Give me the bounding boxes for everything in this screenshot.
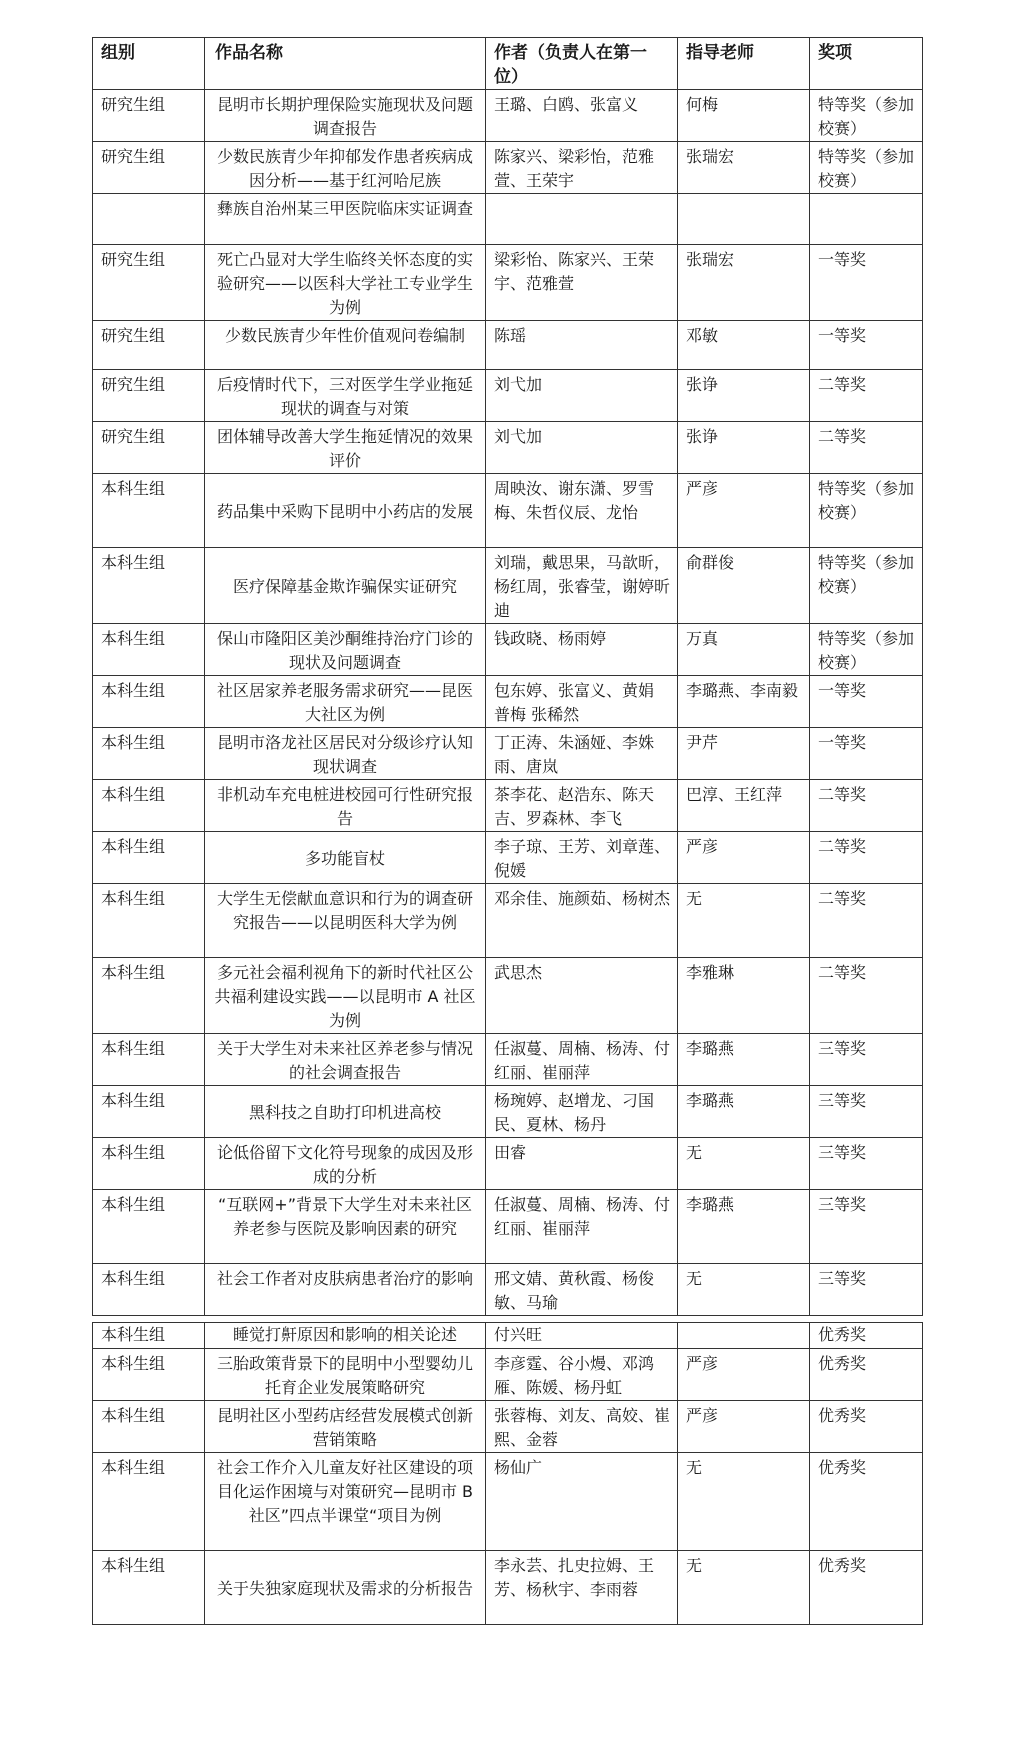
cell-award: 特等奖（参加校赛）: [810, 90, 923, 142]
cell-title: 少数民族青少年性价值观问卷编制: [205, 321, 486, 370]
cell-advisor: 张诤: [678, 422, 810, 474]
cell-title: 保山市隆阳区美沙酮维持治疗门诊的现状及问题调查: [205, 624, 486, 676]
cell-group: 本科生组: [93, 1264, 205, 1316]
cell-group: 本科生组: [93, 676, 205, 728]
table-row: [93, 884, 923, 958]
cell-award: 二等奖: [810, 884, 923, 958]
cell-advisor: 无: [678, 1551, 810, 1625]
cell-group: 本科生组: [93, 832, 205, 884]
cell-authors: 茶李花、赵浩东、陈天吉、罗森林、李飞: [486, 780, 678, 832]
cell-advisor: 尹芹: [678, 728, 810, 780]
cell-title: 社区居家养老服务需求研究——昆医大社区为例: [205, 676, 486, 728]
cell-award: 优秀奖: [810, 1551, 923, 1625]
cell-group: 本科生组: [93, 624, 205, 676]
cell-title: 少数民族青少年抑郁发作患者疾病成因分析——基于红河哈尼族: [205, 142, 486, 194]
cell-award: 三等奖: [810, 1034, 923, 1086]
header-title: 作品名称: [205, 38, 486, 90]
cell-advisor: 无: [678, 884, 810, 958]
cell-advisor: 李璐燕: [678, 1190, 810, 1264]
cell-authors: 周映汝、谢东潇、罗雪梅、朱哲仪辰、龙怡: [486, 474, 678, 548]
cell-authors: 陈瑶: [486, 321, 678, 370]
cell-title: 医疗保障基金欺诈骗保实证研究: [205, 548, 486, 624]
cell-award: 特等奖（参加校赛）: [810, 548, 923, 624]
cell-award: 二等奖: [810, 832, 923, 884]
cell-group: 本科生组: [93, 958, 205, 1034]
cell-award: 三等奖: [810, 1086, 923, 1138]
cell-group: [93, 194, 205, 245]
cell-authors: 陈家兴、梁彩怡，范雅萱、王荣宇: [486, 142, 678, 194]
table-row: [93, 548, 923, 624]
cell-award: 优秀奖: [810, 1401, 923, 1453]
cell-title: 社会工作者对皮肤病患者治疗的影响: [205, 1264, 486, 1316]
cell-authors: 武思杰: [486, 958, 678, 1034]
cell-authors: 李彦霆、谷小熳、邓鸿雁、陈媛、杨丹虹: [486, 1349, 678, 1401]
cell-award: 一等奖: [810, 321, 923, 370]
cell-group: 本科生组: [93, 1086, 205, 1138]
cell-award: 一等奖: [810, 245, 923, 321]
cell-award: 优秀奖: [810, 1323, 923, 1349]
award-list-sheet: [92, 37, 922, 1625]
cell-group: 本科生组: [93, 1190, 205, 1264]
cell-authors: 张蓉梅、刘友、高姣、崔熙、金蓉: [486, 1401, 678, 1453]
table-row: [93, 370, 923, 422]
cell-award: 三等奖: [810, 1264, 923, 1316]
cell-group: 研究生组: [93, 422, 205, 474]
cell-advisor: 邓敏: [678, 321, 810, 370]
cell-advisor: 严彦: [678, 1401, 810, 1453]
cell-award: 二等奖: [810, 958, 923, 1034]
table-row: [93, 245, 923, 321]
table-row: [93, 1264, 923, 1316]
cell-title: 死亡凸显对大学生临终关怀态度的实验研究——以医科大学社工专业学生为例: [205, 245, 486, 321]
cell-group: 本科生组: [93, 1323, 205, 1349]
cell-group: 研究生组: [93, 142, 205, 194]
table-row: [93, 832, 923, 884]
cell-title: 多功能盲杖: [205, 832, 486, 884]
cell-advisor: 李璐燕: [678, 1034, 810, 1086]
table-row: [93, 142, 923, 194]
table-row: [93, 780, 923, 832]
cell-title: 大学生无偿献血意识和行为的调查研究报告——以昆明医科大学为例: [205, 884, 486, 958]
table-row: [93, 1349, 923, 1401]
table-row-continuation: [93, 194, 923, 245]
cell-authors: [486, 194, 678, 245]
cell-title: “互联网+”背景下大学生对未来社区养老参与医院及影响因素的研究: [205, 1190, 486, 1264]
cell-title: 团体辅导改善大学生拖延情况的效果评价: [205, 422, 486, 474]
cell-title: 后疫情时代下，三对医学生学业拖延现状的调查与对策: [205, 370, 486, 422]
cell-authors: 杨琬婷、赵增龙、刁国民、夏林、杨丹: [486, 1086, 678, 1138]
table-row: [93, 1453, 923, 1551]
cell-group: 本科生组: [93, 474, 205, 548]
cell-award: 优秀奖: [810, 1453, 923, 1551]
cell-group: 研究生组: [93, 90, 205, 142]
cell-group: 本科生组: [93, 1138, 205, 1190]
header-advisor: 指导老师: [678, 38, 810, 90]
cell-title: 关于大学生对未来社区养老参与情况的社会调查报告: [205, 1034, 486, 1086]
cell-advisor: 无: [678, 1264, 810, 1316]
table-row: [93, 1138, 923, 1190]
cell-advisor: 巴淳、王红萍: [678, 780, 810, 832]
table-row: [93, 474, 923, 548]
cell-authors: 丁正涛、朱涵娅、李姝雨、唐岚: [486, 728, 678, 780]
cell-award: 三等奖: [810, 1190, 923, 1264]
cell-group: 本科生组: [93, 1551, 205, 1625]
cell-group: 研究生组: [93, 370, 205, 422]
table-row: [93, 676, 923, 728]
table-row: [93, 1323, 923, 1349]
cell-title: 昆明社区小型药店经营发展模式创新营销策略: [205, 1401, 486, 1453]
cell-authors: 王璐、白鸥、张富义: [486, 90, 678, 142]
cell-authors: 刘弋加: [486, 422, 678, 474]
cell-authors: 李永芸、扎史拉姆、王芳、杨秋宇、李雨蓉: [486, 1551, 678, 1625]
cell-advisor: 何梅: [678, 90, 810, 142]
cell-authors: 钱政晓、杨雨婷: [486, 624, 678, 676]
cell-award: 二等奖: [810, 780, 923, 832]
page-break: [93, 1316, 923, 1323]
cell-authors: 刘弋加: [486, 370, 678, 422]
cell-group: 研究生组: [93, 321, 205, 370]
cell-authors: 任淑蔓、周楠、杨涛、付红丽、崔丽萍: [486, 1034, 678, 1086]
table-row: [93, 1086, 923, 1138]
cell-award: 优秀奖: [810, 1349, 923, 1401]
table-row: [93, 90, 923, 142]
cell-advisor: 无: [678, 1138, 810, 1190]
cell-title: 论低俗留下文化符号现象的成因及形成的分析: [205, 1138, 486, 1190]
cell-title: 社会工作介入儿童友好社区建设的项目化运作困境与对策研究—昆明市 B 社区”四点半课堂“项目为例: [205, 1453, 486, 1551]
cell-award: 二等奖: [810, 422, 923, 474]
cell-advisor: 张瑞宏: [678, 245, 810, 321]
cell-authors: 田睿: [486, 1138, 678, 1190]
cell-authors: 付兴旺: [486, 1323, 678, 1349]
cell-award: [810, 194, 923, 245]
cell-award: 特等奖（参加校赛）: [810, 474, 923, 548]
header-row: [93, 38, 923, 90]
cell-award: 二等奖: [810, 370, 923, 422]
cell-advisor: [678, 194, 810, 245]
cell-advisor: 李璐燕: [678, 1086, 810, 1138]
award-table: [92, 37, 923, 1625]
table-row: [93, 958, 923, 1034]
cell-authors: 杨仙广: [486, 1453, 678, 1551]
cell-advisor: 李璐燕、李南毅: [678, 676, 810, 728]
cell-award: 一等奖: [810, 728, 923, 780]
cell-group: 本科生组: [93, 780, 205, 832]
cell-title: 三胎政策背景下的昆明中小型婴幼儿托育企业发展策略研究: [205, 1349, 486, 1401]
cell-group: 本科生组: [93, 1034, 205, 1086]
cell-group: 本科生组: [93, 1401, 205, 1453]
cell-advisor: 张瑞宏: [678, 142, 810, 194]
cell-title: 黑科技之自助打印机进高校: [205, 1086, 486, 1138]
cell-title: 昆明市洛龙社区居民对分级诊疗认知现状调查: [205, 728, 486, 780]
cell-award: 特等奖（参加校赛）: [810, 142, 923, 194]
cell-group: 本科生组: [93, 728, 205, 780]
cell-title: 睡觉打鼾原因和影响的相关论述: [205, 1323, 486, 1349]
table-row: [93, 1034, 923, 1086]
cell-group: 研究生组: [93, 245, 205, 321]
cell-authors: 任淑蔓、周楠、杨涛、付红丽、崔丽萍: [486, 1190, 678, 1264]
cell-award: 特等奖（参加校赛）: [810, 624, 923, 676]
table-row: [93, 1190, 923, 1264]
cell-authors: 邓余佳、施颜茹、杨树杰: [486, 884, 678, 958]
cell-advisor: [678, 1323, 810, 1349]
cell-award: 三等奖: [810, 1138, 923, 1190]
header-award: 奖项: [810, 38, 923, 90]
cell-title: 关于失独家庭现状及需求的分析报告: [205, 1551, 486, 1625]
cell-authors: 梁彩怡、陈家兴、王荣宇、范雅萱: [486, 245, 678, 321]
cell-title: 昆明市长期护理保险实施现状及问题调查报告: [205, 90, 486, 142]
cell-group: 本科生组: [93, 1453, 205, 1551]
cell-advisor: 严彦: [678, 474, 810, 548]
table-row: [93, 321, 923, 370]
cell-group: 本科生组: [93, 1349, 205, 1401]
cell-title: 药品集中采购下昆明中小药店的发展: [205, 474, 486, 548]
cell-advisor: 张诤: [678, 370, 810, 422]
header-group: 组别: [93, 38, 205, 90]
cell-advisor: 严彦: [678, 832, 810, 884]
cell-advisor: 无: [678, 1453, 810, 1551]
cell-authors: 包东婷、张富义、黄娟 普梅 张稀然: [486, 676, 678, 728]
cell-advisor: 严彦: [678, 1349, 810, 1401]
cell-title: 多元社会福利视角下的新时代社区公共福利建设实践——以昆明市 A 社区为例: [205, 958, 486, 1034]
cell-group: 本科生组: [93, 548, 205, 624]
cell-title: 彝族自治州某三甲医院临床实证调查: [205, 194, 486, 245]
cell-authors: 刘瑞，戴思果，马歆昕，杨红周，张睿莹，谢婷昕迪: [486, 548, 678, 624]
table-row: [93, 624, 923, 676]
cell-authors: 邢文婧、黄秋霞、杨俊敏、马瑜: [486, 1264, 678, 1316]
cell-advisor: 李雅琳: [678, 958, 810, 1034]
table-row: [93, 1401, 923, 1453]
header-authors: 作者（负责人在第一位）: [486, 38, 678, 90]
table-row: [93, 422, 923, 474]
cell-advisor: 万真: [678, 624, 810, 676]
cell-title: 非机动车充电桩进校园可行性研究报告: [205, 780, 486, 832]
table-row: [93, 728, 923, 780]
cell-group: 本科生组: [93, 884, 205, 958]
cell-authors: 李子琼、王芳、刘章莲、倪媛: [486, 832, 678, 884]
cell-award: 一等奖: [810, 676, 923, 728]
cell-advisor: 俞群俊: [678, 548, 810, 624]
table-row: [93, 1551, 923, 1625]
